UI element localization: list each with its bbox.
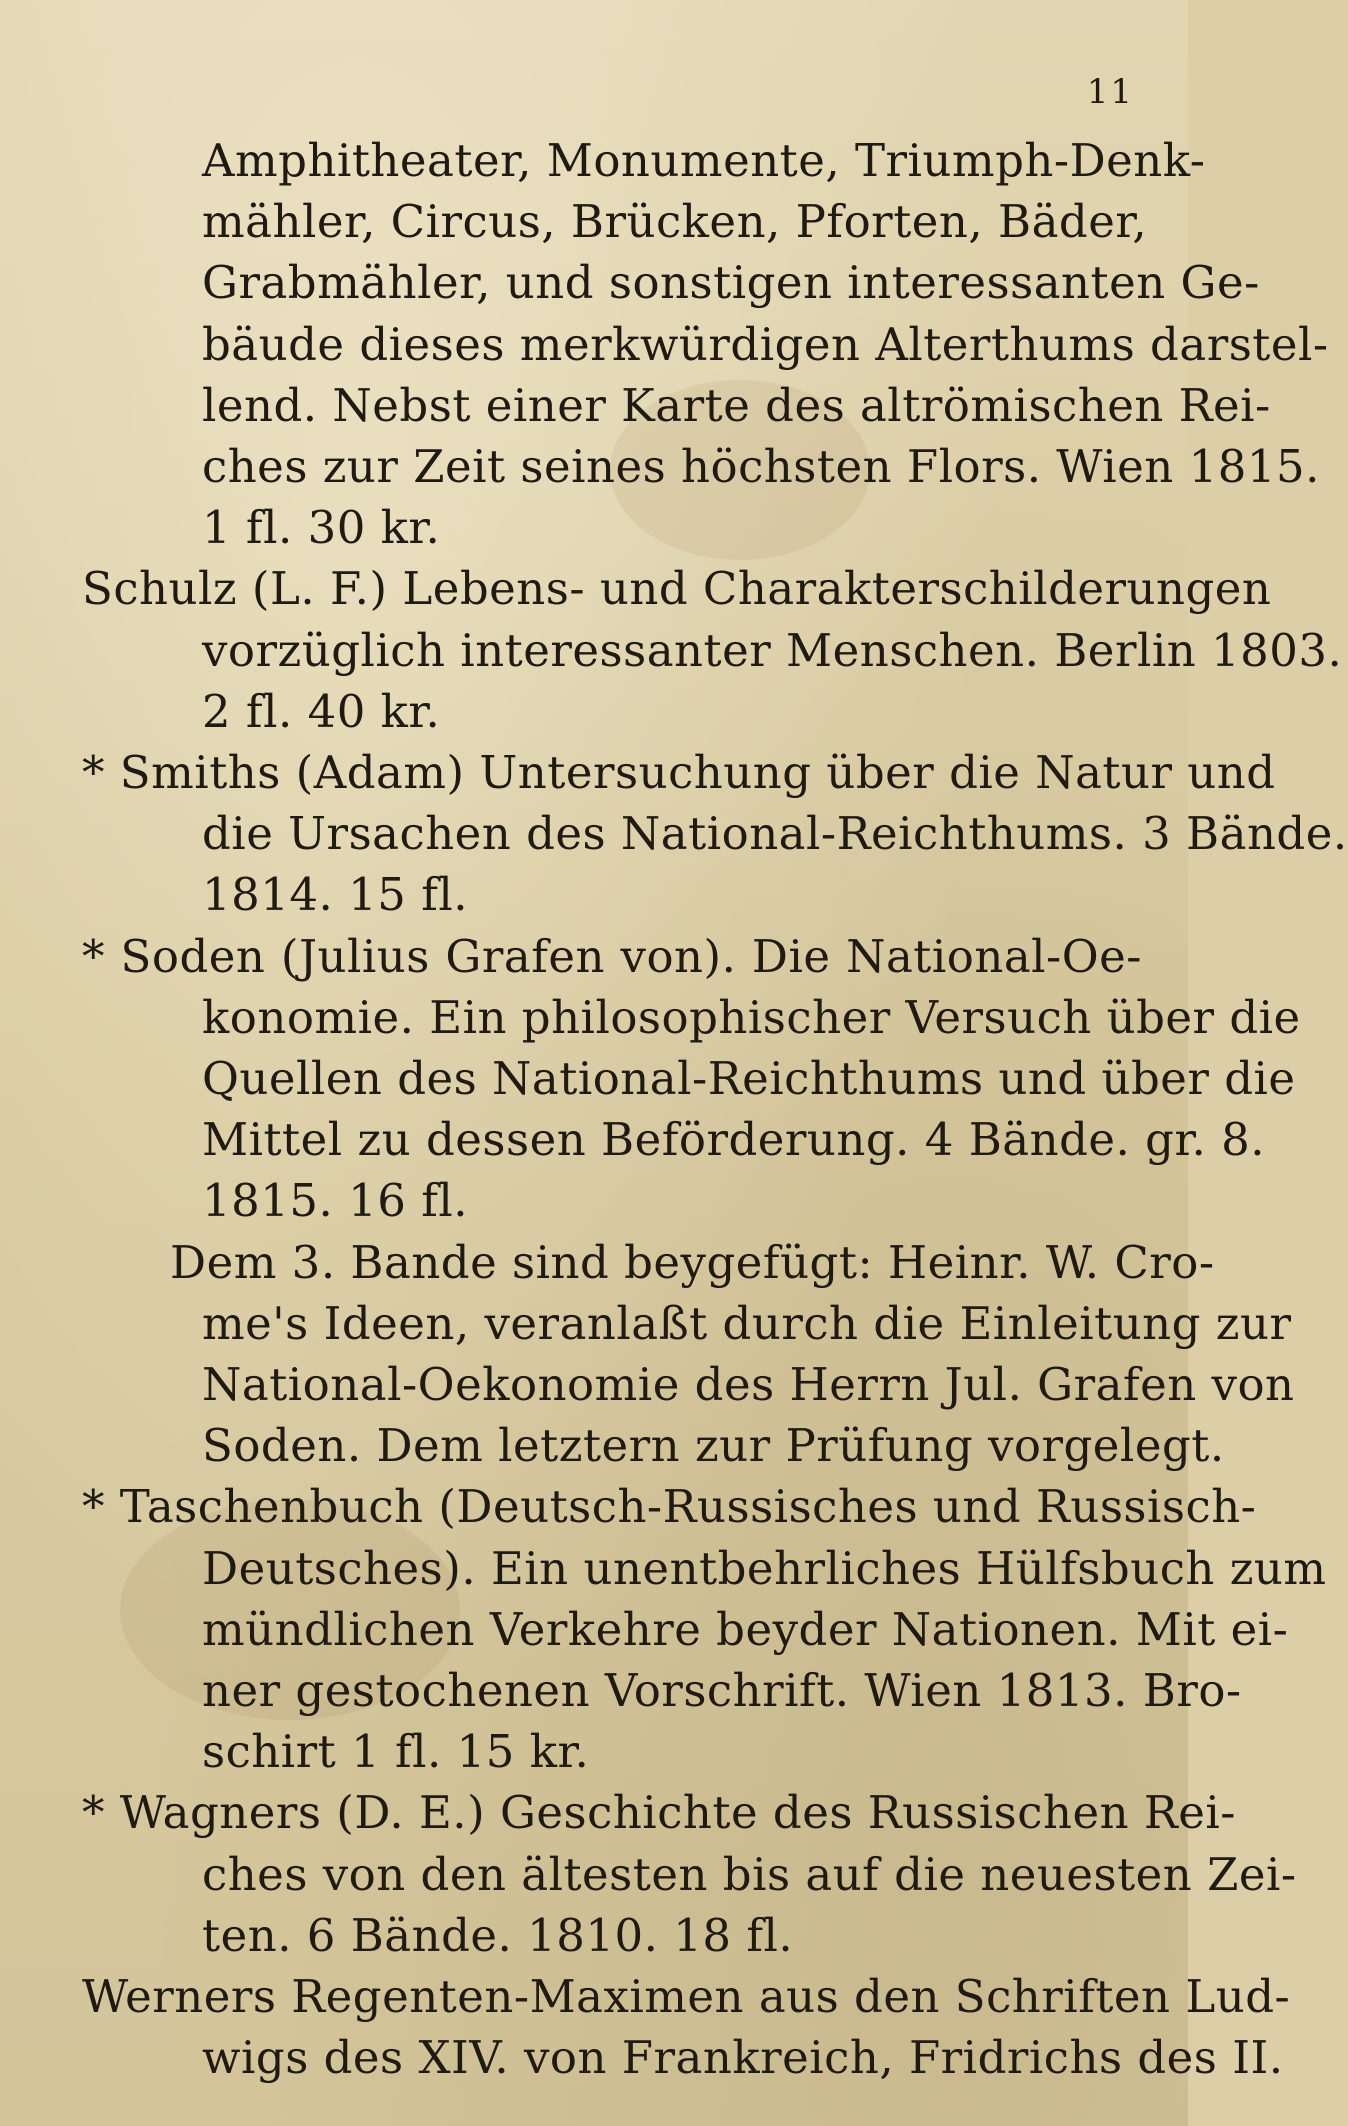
text-line: die Ursachen des National-Reichthums. 3 Bände. <box>202 807 1348 861</box>
text-line: * Wagners (D. E.) Geschichte des Russischen Rei- <box>82 1786 1236 1840</box>
text-line: wigs des XIV. von Frankreich, Fridrichs des II. <box>202 2031 1284 2085</box>
page-text <box>82 130 1348 2089</box>
text-line: * Soden (Julius Grafen von). Die National-Oe- <box>82 929 1142 983</box>
text-line: Soden. Dem letztern zur Prüfung vorgelegt. <box>202 1419 1225 1473</box>
text-line: vorzüglich interessanter Menschen. Berlin 1803. <box>202 623 1343 677</box>
text-line: 1 fl. 30 kr. <box>202 501 441 555</box>
text-line: Deutsches). Ein unentbehrliches Hülfsbuch zum <box>202 1541 1327 1595</box>
text-line: Amphitheater, Monumente, Triumph-Denk- <box>202 134 1206 187</box>
text-line: ches zur Zeit seines höchsten Flors. Wien 1815. <box>202 440 1320 494</box>
text-line: mündlichen Verkehre beyder Nationen. Mit ei- <box>202 1602 1289 1656</box>
text-line: ches von den ältesten bis auf die neuesten Zei- <box>202 1847 1297 1901</box>
text-line: me's Ideen, veranlaßt durch die Einleitung zur <box>202 1296 1292 1350</box>
text-line: ner gestochenen Vorschrift. Wien 1813. Bro- <box>202 1664 1242 1718</box>
text-line: ten. 6 Bände. 1810. 18 fl. <box>202 1908 794 1962</box>
text-line: * Taschenbuch (Deutsch-Russisches und Russisch- <box>82 1480 1257 1534</box>
text-line: Werners Regenten-Maximen aus den Schriften Lud- <box>82 1970 1291 2024</box>
text-line: schirt 1 fl. 15 kr. <box>202 1725 590 1779</box>
text-line: konomie. Ein philosophischer Versuch über die <box>202 990 1301 1044</box>
text-line: Mittel zu dessen Beförderung. 4 Bände. gr. 8. <box>202 1113 1266 1167</box>
text-line: 2 fl. 40 kr. <box>202 684 441 738</box>
text-line: Dem 3. Bande sind beygefügt: Heinr. W. Cro- <box>170 1235 1215 1289</box>
text-line: Grabmähler, und sonstigen interessanten Ge- <box>202 256 1260 310</box>
text-line: 1814. 15 fl. <box>202 868 469 922</box>
text-line: lend. Nebst einer Karte des altrömischen Rei- <box>202 378 1271 432</box>
page-number: 11 <box>1086 72 1134 112</box>
text-line: National-Oekonomie des Herrn Jul. Grafen von <box>202 1358 1295 1412</box>
text-line: Schulz (L. F.) Lebens- und Charakterschilderungen <box>82 562 1272 616</box>
text-line: * Smiths (Adam) Untersuchung über die Natur und <box>82 746 1276 800</box>
text-line: mähler, Circus, Brücken, Pforten, Bäder, <box>202 195 1148 249</box>
text-line: Quellen des National-Reichthums und über die <box>202 1052 1296 1106</box>
text-line: 1815. 16 fl. <box>202 1174 469 1228</box>
text-line: bäude dieses merkwürdigen Alterthums darstel- <box>202 317 1329 371</box>
